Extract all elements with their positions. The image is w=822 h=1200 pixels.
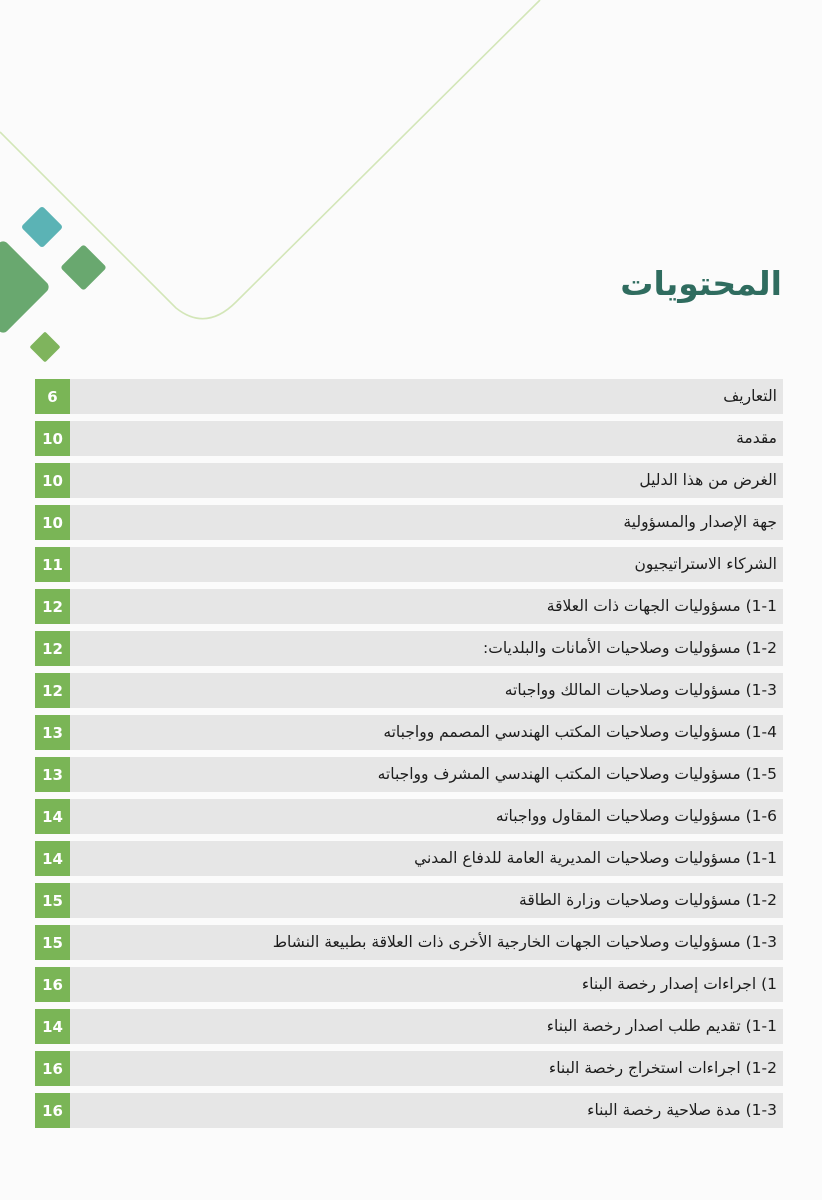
toc-row[interactable] <box>35 715 783 750</box>
toc-entry-title: جهة الإصدار والمسؤولية <box>623 513 777 531</box>
toc-row[interactable] <box>35 841 783 876</box>
toc-entry-title: مقدمة <box>736 429 777 447</box>
toc-row[interactable] <box>35 379 783 414</box>
decorative-square-green <box>60 244 107 291</box>
toc-entry-title: 1-6) مسؤوليات وصلاحيات المقاول وواجباته <box>495 807 777 825</box>
table-of-contents <box>35 379 783 1135</box>
toc-entry-title: الشركاء الاستراتيجيون <box>634 555 777 573</box>
toc-page-number: 10 <box>35 421 70 456</box>
toc-page-number: 12 <box>35 673 70 708</box>
toc-row[interactable] <box>35 883 783 918</box>
toc-entry-title: 1-3) مدة صلاحية رخصة البناء <box>587 1101 777 1119</box>
toc-entry-title: الغرض من هذا الدليل <box>639 471 777 489</box>
toc-entry-title: 1-4) مسؤوليات وصلاحيات المكتب الهندسي المصمم وواجباته <box>383 723 777 741</box>
toc-page-number: 14 <box>35 841 70 876</box>
toc-row[interactable] <box>35 925 783 960</box>
toc-entry-title: 1-5) مسؤوليات وصلاحيات المكتب الهندسي المشرف وواجباته <box>377 765 777 783</box>
toc-row[interactable] <box>35 799 783 834</box>
toc-entry-title: 1-2) مسؤوليات وصلاحيات الأمانات والبلديات: <box>483 639 777 657</box>
decorative-square-teal <box>21 206 63 248</box>
toc-row[interactable] <box>35 547 783 582</box>
toc-row[interactable] <box>35 757 783 792</box>
toc-entry-title: 1-3) مسؤوليات وصلاحيات الجهات الخارجية الأخرى ذات العلاقة بطبيعة النشاط <box>272 933 777 951</box>
toc-page-number: 13 <box>35 715 70 750</box>
toc-page-number: 12 <box>35 589 70 624</box>
toc-page-number: 10 <box>35 505 70 540</box>
toc-row[interactable] <box>35 1093 783 1128</box>
toc-row[interactable] <box>35 631 783 666</box>
decorative-square-small <box>29 331 60 362</box>
toc-page-number: 11 <box>35 547 70 582</box>
toc-row[interactable] <box>35 505 783 540</box>
toc-row[interactable] <box>35 673 783 708</box>
toc-page-number: 16 <box>35 967 70 1002</box>
toc-page-number: 6 <box>35 379 70 414</box>
toc-entry-title: 1-1) مسؤوليات وصلاحيات المديرية العامة للدفاع المدني <box>414 849 777 867</box>
toc-page-number: 16 <box>35 1093 70 1128</box>
toc-entry-title: 1-2) اجراءات استخراج رخصة البناء <box>548 1059 777 1077</box>
toc-page-number: 15 <box>35 925 70 960</box>
toc-page-number: 14 <box>35 1009 70 1044</box>
toc-page-number: 14 <box>35 799 70 834</box>
toc-row[interactable] <box>35 1009 783 1044</box>
toc-row[interactable] <box>35 421 783 456</box>
toc-entry-title: 1-1) تقديم طلب اصدار رخصة البناء <box>546 1017 777 1035</box>
page-title: المحتويات <box>620 264 782 303</box>
toc-entry-title: 1-3) مسؤوليات وصلاحيات المالك وواجباته <box>504 681 777 699</box>
decorative-square-large <box>0 239 51 335</box>
toc-entry-title: التعاريف <box>723 387 777 405</box>
toc-page-number: 15 <box>35 883 70 918</box>
toc-page-number: 10 <box>35 463 70 498</box>
toc-row[interactable] <box>35 967 783 1002</box>
toc-row[interactable] <box>35 1051 783 1086</box>
toc-entry-title: 1-2) مسؤوليات وصلاحيات وزارة الطاقة <box>519 891 777 909</box>
toc-entry-title: 1) اجراءات إصدار رخصة البناء <box>581 975 777 993</box>
toc-row[interactable] <box>35 589 783 624</box>
toc-row[interactable] <box>35 463 783 498</box>
toc-page-number: 16 <box>35 1051 70 1086</box>
toc-entry-title: 1-1) مسؤوليات الجهات ذات العلاقة <box>546 597 777 615</box>
toc-page-number: 13 <box>35 757 70 792</box>
toc-page-number: 12 <box>35 631 70 666</box>
